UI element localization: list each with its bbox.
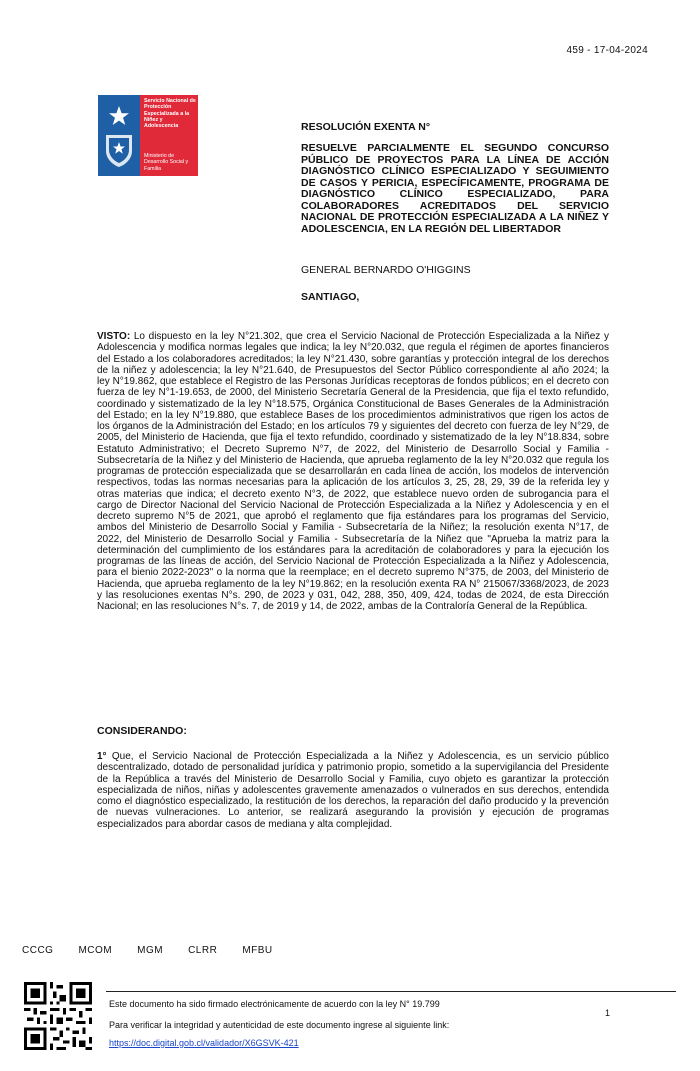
resolution-subject-end: GENERAL BERNARDO O'HIGGINS [301,264,471,276]
footer-signature-note: Este documento ha sido firmado electrónicamente de acuerdo con la ley N° 19.799 [109,999,440,1009]
considerando-item-1 [97,751,609,830]
qr-code-icon [24,982,92,1050]
logo-text-service: Servicio Nacional de Protección Especializada a la Niñez y Adolescencia [144,98,196,130]
footer-divider [106,991,676,992]
visto-label: VISTO: [97,331,131,342]
initials-item: CCCG [22,945,54,956]
place-label: SANTIAGO, [301,291,360,303]
institution-logo [98,95,198,176]
visto-paragraph [97,331,609,612]
initials-item: CLRR [188,945,218,956]
footer-verify-link[interactable]: https://doc.digital.gob.cl/validador/X6GSVK-421 [109,1038,299,1048]
resolution-title: RESOLUCIÓN EXENTA N° [301,121,431,133]
footer-verify-note: Para verificar la integridad y autenticidad de este documento ingrese al siguiente link: [109,1020,450,1030]
initials-item: MGM [137,945,164,956]
star-icon [108,105,130,127]
initials-row [22,945,298,956]
visto-text: Lo dispuesto en la ley N°21.302, que crea el Servicio Nacional de Protección Especializada a la Niñez y Adolescencia y modifica normas legales que indica; la ley N°20.032, que regula el régimen de aportes financieros del Estado a los colaboradores acreditados; la ley N°21.430, sobre garantías y protección integral de los derechos de la niñez y adolescencia; la ley N°21.640, de Presupuestos del Sector Público correspondiente al año 2024; la ley N°19.862, que establece el Registro de las Personas Jurídicas receptoras de fondos públicos; en el decreto con fuerza de ley N°1-19.653, de 2000, del Ministerio Secretaría General de la Presidencia, que fija el texto refundido, coordinado y sistematizado de la ley N°18.575, Orgánica Constitucional de Bases Generales de la Administración del Estado; en la ley N°19.880, que establece Bases de los procedimientos administrativos que rigen los actos de los órganos de la Administración del Estado; en los artículos 79 y siguientes del decreto con fuerza de ley N°29, de 2005, del Ministerio de Hacienda, que fija el texto refundido, coordinado y sistematizado de la ley N°18.834, sobre Estatuto Administrativo; el Decreto Supremo N°7, de 2022, del Ministerio de Desarrollo Social y Familia - Subsecretaría de la Niñez y del Ministerio de Hacienda, que aprueba reglamento de la ley N°20.032 que regula los programas de protección especializada que se desarrollarán en cada línea de acción, los modelos de intervención respectivos, todas las normas necesarias para la aplicación de los artículos 3, 25, 28, 29, 39 de la referida ley y otras materias que indica; el decreto exento N°3, de 2022, que establece nuevo orden de subrogancia para el cargo de Director Nacional del Servicio Nacional de Protección Especializada a la Niñez y Adolescencia y en el decreto supremo N°5 de 2021, que aprobó el reglamento que fija estándares para los programas del Servicio, ambos del Ministerio de Desarrollo Social y Familia - Subsecretaría de la Niñez; la resolución exenta N°17, de 2022, del Ministerio de Desarrollo Social y Familia - Subsecretaría de la Niñez que "Aprueba la matriz para la determinación del cumplimiento de los estándares para la acreditación de colaboradores y para la ejecución los programas de las líneas de acción, del Servicio Nacional de Protección Especializada a la Niñez y Adolescencia, para el bienio 2022-2023" o la norma que la reemplace; en el decreto supremo N°375, de 2003, del Ministerio de Hacienda, que aprueba reglamento de la ley N°19.862; en la resolución exenta RA N° 215067/3368/2023, de 2023 y las resoluciones exentas N°s. 290, de 2023 y 031, 042, 288, 350, 409, 424, todas de 2024, de esta Dirección Nacional; en las resoluciones N°s. 7, de 2019 y 14, de 2022, ambas de la Contraloría General de la República. [97,331,609,612]
initials-item: MCOM [78,945,113,956]
document-number: 459 - 17-04-2024 [566,45,648,56]
considerando-item-1-text: Que, el Servicio Nacional de Protección Especializada a la Niñez y Adolescencia, es un servicio público descentralizado, dotado de personalidad jurídica y patrimonio propio, sometido a la supervigilancia del Presidente de la República a través del Ministerio de Desarrollo Social y Familia, cuyo objeto es garantizar la protección especializada de niños, niñas y adolescentes gravemente amenazados o vulnerados en sus derechos, entendida como el diagnóstico especializado, la restitución de los derechos, la reparación del daño producido y la prevención de nuevas vulneraciones. Lo anterior, se realizará asegurando la provisión y ejecución de programas especializados para abordar casos de mediana y alta complejidad. [97,751,609,830]
coat-of-arms-icon [100,131,138,169]
considerando-item-1-label: 1° [97,751,107,762]
page-number: 1 [605,1008,611,1018]
considerando-heading: CONSIDERANDO: [97,725,187,737]
resolution-subject: RESUELVE PARCIALMENTE EL SEGUNDO CONCURSO PÚBLICO DE PROYECTOS PARA LA LÍNEA DE ACCIÓN DIAGNÓSTICO CLÍNICO ESPECIALIZADO Y SEGUIMIENTO DE CASOS Y PERICIA, ESPECÍFICAMENTE, PROGRAMA DE DIAGNÓSTICO CLÍNICO ESPECIALIZADO, PARA COLABORADORES ACREDITADOS DEL SERVICIO NACIONAL DE PROTECCIÓN ESPECIALIZADA A LA NIÑEZ Y ADOLESCENCIA, EN LA REGIÓN DEL LIBERTADOR [301,142,609,235]
initials-item: MFBU [242,945,273,956]
logo-text-ministry: Ministerio de Desarrollo Social y Familia [144,153,189,172]
